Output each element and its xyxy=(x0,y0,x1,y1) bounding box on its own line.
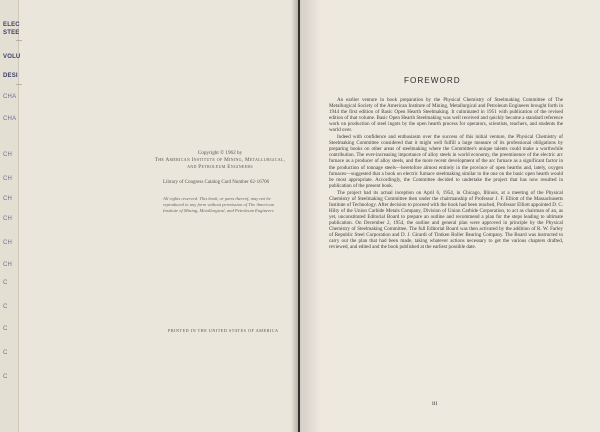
stub-label: C xyxy=(3,280,8,286)
stub-label: CHA xyxy=(3,94,17,100)
foreword-body xyxy=(329,97,563,250)
stub-label: CH xyxy=(3,196,13,202)
stub-label: C xyxy=(3,350,8,356)
stub-label: STEE xyxy=(3,30,20,36)
copyright-block xyxy=(150,150,290,171)
page-title: FOREWORD xyxy=(404,76,461,85)
stub-label: CH xyxy=(3,262,13,268)
publisher-name: The American Institute of Mining, Metallurgical, and Petroleum Engineers xyxy=(154,157,286,170)
left-page xyxy=(0,0,298,432)
page-number: iii xyxy=(432,400,438,407)
stub-label: ELEC xyxy=(3,22,20,28)
stub-label: C xyxy=(3,304,8,310)
library-of-congress-number: Library of Congress Catalog Card Number 62-16706 xyxy=(163,180,270,185)
stub-label: VOLU xyxy=(3,54,21,60)
stub-label: CH xyxy=(3,152,13,158)
paragraph: Indeed with confidence and enthusiasm over the success of this initial venture, the Physical Chemistry of Steelmaking Committee considered that it might well fulfill a large measure of its professional obligations by preparing books on other areas of steelmaking where the Committee's unique talents could make a worthwhile contribution. The ever-increasing importance of alloy steels in world economy, the preeminence of the electric arc furnace as a producer of alloy steels, and the more recent development of the arc furnace as a significant factor in the production of tonnage steels—heretofore almost entirely in the province of open hearths and, lately, oxygen furnaces—suggested that a book on electric furnace steelmaking similar to the one on the basic open hearth would be most appropriate. Accordingly, the Committee decided to undertake the project that has now resulted in publication of the present book. xyxy=(329,134,563,189)
divider xyxy=(16,84,22,85)
stub-label: CH xyxy=(3,240,13,246)
stub-label: CH xyxy=(3,176,13,182)
previous-page-stub xyxy=(0,0,19,432)
stub-label: DESI xyxy=(3,73,18,79)
stub-label: C xyxy=(3,374,8,380)
stub-label: CHA xyxy=(3,116,17,122)
paragraph: An earlier venture in book preparation by the Physical Chemistry of Steelmaking Committee of The Metallurgical Society of the American Institute of Mining, Metallurgical and Petroleum Engineers brought forth in 1944 the first edition of Basic Open Hearth Steelmaking. It culminated in 1951 with publication of the revised edition of that volume. Basic Open Hearth Steelmaking was well received and quickly became a standard reference work on production of steel ingots by the open hearth process for operators, scientists, teachers, and students the world over. xyxy=(329,97,563,134)
book-gutter xyxy=(291,0,303,432)
copyright-line: Copyright © 1962 by xyxy=(197,150,243,156)
stub-label: CH xyxy=(3,216,13,222)
stub-label: C xyxy=(3,326,8,332)
divider xyxy=(16,40,22,41)
printed-in-usa: PRINTED IN THE UNITED STATES OF AMERICA xyxy=(168,328,279,333)
rights-notice: All rights reserved. This book, or parts thereof, may not be reproduced in any form without permission of The American Institute of Mining, Metallurgical, and Petroleum Engineers xyxy=(163,196,275,214)
paragraph: The project had its actual inception on April 6, 1954, in Chicago, Illinois, at a meeting of the Physical Chemistry of Steelmaking Committee then under the chairmanship of Professor J. F. Elliott of the Massachusetts Institute of Technology. After decision to proceed with the book had been reached, Professor Elliott appointed D. C. Hilty of the Union Carbide Metals Company, Division of Union Carbide Corporation, to act as chairman of an, as yet, unconstituted Editorial Board to prepare an outline and recommend a plan for the steps leading to ultimate publication. On December 2, 1954, the outline and general plan were approved in principle by the Physical Chemistry of Steelmaking Committee. The full Editorial Board was then activated by the addition of R. W. Farley of Republic Steel Corporation and D. J. Girardi of Timken Roller Bearing Company. The Board was instructed to carry out the plan that had been made, taking whatever actions necessary to get the various chapters drafted, reviewed, and edited and the book published at the earliest possible date. xyxy=(329,189,563,251)
fold-shadow xyxy=(303,0,321,432)
